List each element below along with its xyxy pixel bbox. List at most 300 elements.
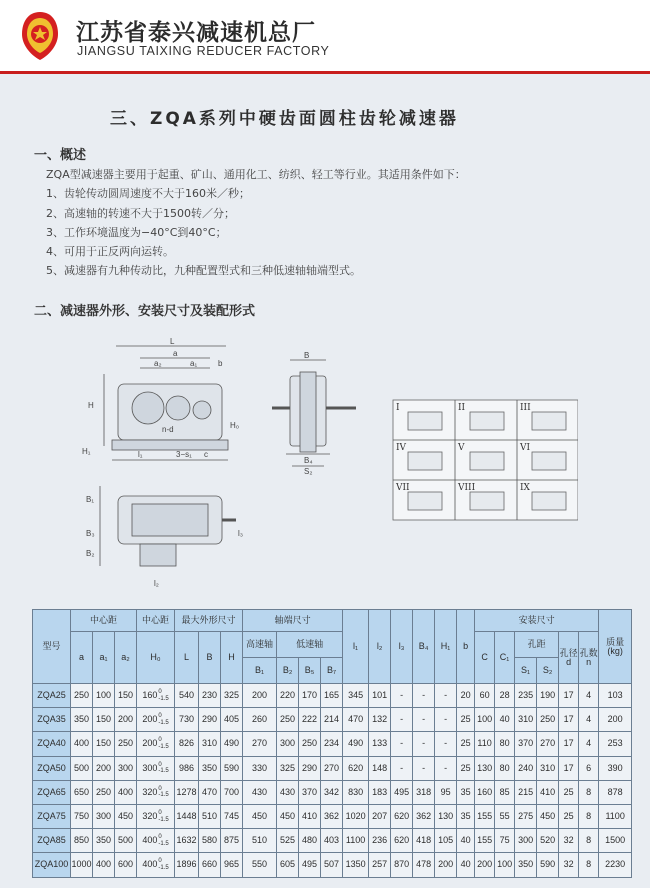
form-6-label: VI (520, 443, 531, 453)
cell-value: 17 (563, 714, 574, 725)
cell-value: 1448 (176, 811, 197, 822)
table-cell (435, 804, 457, 828)
cell-value: ZQA25 (37, 690, 66, 701)
cell-value: 40 (460, 859, 471, 870)
table-cell (71, 684, 93, 708)
cell-value: 300 (280, 738, 296, 749)
cell-value: 350 (518, 859, 534, 870)
table-cell (321, 853, 343, 877)
table-cell (137, 684, 175, 708)
table-cell (277, 853, 299, 877)
table-cell (243, 853, 277, 877)
table-cell (175, 853, 199, 877)
th-H: H (221, 632, 243, 684)
cell-value: 207 (372, 811, 388, 822)
label-c: c (204, 450, 208, 459)
dimensions-heading: 二、减速器外形、安装尺寸及装配形式 (34, 304, 256, 319)
table-cell (299, 853, 321, 877)
form-5-label: V (458, 443, 465, 453)
cell-value: 878 (607, 786, 623, 797)
cell-value: 6 (586, 762, 592, 773)
cell-value: 965 (224, 859, 240, 870)
cell-value: 480 (302, 835, 318, 846)
side-view-drawing (272, 351, 356, 476)
cell-value: 270 (540, 738, 556, 749)
cell-value: 130 (477, 762, 493, 773)
tolerance-upper: 0 (158, 858, 162, 865)
cell-value: 345 (348, 690, 364, 701)
table-cell (515, 829, 537, 853)
label-H0: H₀ (230, 421, 240, 430)
cell-value: 826 (179, 738, 195, 749)
cell-value: 28 (499, 690, 510, 701)
cell-value: 8 (586, 859, 592, 870)
cell-value: 300 (142, 762, 158, 773)
cell-value: 750 (73, 811, 90, 822)
cell-value: 1896 (176, 859, 197, 870)
table-cell (321, 708, 343, 732)
table-row (33, 708, 632, 732)
cell-value: 4 (586, 690, 592, 701)
table-cell (369, 708, 391, 732)
table-cell (515, 756, 537, 780)
cell-value: 745 (224, 811, 240, 822)
cell-value: 234 (324, 738, 340, 749)
th-B: B (199, 632, 221, 684)
table-cell (457, 756, 475, 780)
cell-value: 1000 (71, 859, 92, 870)
cell-value: 80 (499, 762, 510, 773)
table-cell (369, 780, 391, 804)
tolerance-note (158, 858, 168, 871)
cell-value: 25 (460, 762, 471, 773)
cell-value: 240 (518, 762, 534, 773)
th-center-height: 中心距 (137, 610, 175, 632)
table-cell (537, 708, 559, 732)
th-mass: 质量(kg) (599, 610, 632, 684)
table-cell (559, 708, 579, 732)
table-cell (413, 853, 435, 877)
cell-value: 400 (142, 859, 158, 870)
cell-value: 495 (394, 786, 410, 797)
table-cell (475, 780, 495, 804)
table-cell (369, 853, 391, 877)
cell-value: 1278 (176, 786, 197, 797)
cell-value: 85 (499, 786, 510, 797)
cell-value: 55 (499, 811, 510, 822)
cell-value: 490 (224, 738, 240, 749)
table-row (33, 829, 632, 853)
cell-value: 270 (324, 762, 340, 773)
cell-value: 100 (497, 859, 513, 870)
table-cell (199, 829, 221, 853)
model-cell (33, 804, 71, 828)
front-view-drawing (82, 337, 239, 460)
cell-value: 1020 (345, 811, 366, 822)
cell-value: 35 (460, 811, 471, 822)
th-a2: a₂ (115, 632, 137, 684)
cell-value: 290 (202, 714, 218, 725)
table-cell (559, 732, 579, 756)
cell-value: 230 (202, 690, 218, 701)
table-cell (391, 732, 413, 756)
cell-value: 35 (460, 786, 471, 797)
condition-4: 4、可用于正反两向运转。 (46, 245, 174, 258)
cell-value: 370 (518, 738, 534, 749)
table-cell (413, 780, 435, 804)
cell-value: 450 (118, 811, 134, 822)
cell-value: 310 (518, 714, 534, 725)
cell-value: 100 (95, 690, 112, 701)
th-l2: l₂ (369, 610, 391, 684)
table-cell (599, 853, 632, 877)
cell-value: 450 (280, 811, 296, 822)
table-cell (457, 684, 475, 708)
table-cell (93, 732, 115, 756)
table-cell (277, 804, 299, 828)
table-cell (559, 804, 579, 828)
cell-value: ZQA75 (37, 811, 66, 822)
table-cell (221, 708, 243, 732)
table-cell (175, 756, 199, 780)
cell-value: 590 (540, 859, 556, 870)
label-B2: B₂ (86, 549, 95, 558)
table-cell (221, 853, 243, 877)
table-cell (559, 780, 579, 804)
cell-value: 507 (324, 859, 340, 870)
table-cell (93, 684, 115, 708)
table-cell (413, 829, 435, 853)
table-cell (71, 780, 93, 804)
cell-value: 150 (118, 690, 134, 701)
cell-value: 550 (252, 859, 268, 870)
table-cell (559, 684, 579, 708)
table-cell (559, 756, 579, 780)
cell-value: 350 (73, 714, 90, 725)
table-cell (515, 708, 537, 732)
cell-value: 430 (280, 786, 296, 797)
cell-value: 410 (540, 786, 556, 797)
label-l1: l₁ (138, 450, 143, 459)
cell-value: 25 (460, 738, 471, 749)
label-B-side: B (304, 351, 310, 360)
table-cell (495, 708, 515, 732)
table-cell (243, 829, 277, 853)
factory-logo-icon (18, 10, 62, 62)
cell-value: 160 (142, 689, 158, 700)
tolerance-lower: -1.5 (158, 695, 169, 702)
th-C: C (475, 632, 495, 684)
cell-value: 400 (142, 835, 158, 846)
table-cell (435, 756, 457, 780)
table-cell (537, 756, 559, 780)
tolerance-upper: 0 (158, 785, 162, 792)
cell-value: 8 (586, 835, 592, 846)
model-cell (33, 756, 71, 780)
th-install: 安装尺寸 (475, 610, 599, 632)
table-cell (391, 756, 413, 780)
cell-value: 320 (142, 810, 158, 821)
table-cell (71, 804, 93, 828)
label-nd: n-d (162, 425, 174, 434)
cell-value: 300 (118, 762, 134, 773)
model-cell (33, 829, 71, 853)
cell-value: 183 (372, 786, 388, 797)
cell-value: 410 (302, 811, 318, 822)
table-cell (115, 829, 137, 853)
form-7-label: VII (396, 483, 410, 493)
tolerance-upper: 0 (158, 761, 162, 768)
cell-value: 103 (607, 690, 623, 701)
tolerance-upper: 0 (158, 834, 162, 841)
table-cell (391, 684, 413, 708)
table-cell (299, 732, 321, 756)
cell-value: - (400, 714, 404, 725)
tolerance-upper: 0 (158, 713, 162, 720)
table-cell (495, 756, 515, 780)
table-cell (277, 708, 299, 732)
th-S2: S₂ (537, 658, 559, 684)
table-cell (369, 756, 391, 780)
th-max-outline: 最大外形尺寸 (175, 610, 243, 632)
table-cell (93, 853, 115, 877)
cell-value: 200 (438, 859, 454, 870)
model-cell (33, 708, 71, 732)
th-H1: H₁ (435, 610, 457, 684)
label-L: L (170, 337, 175, 346)
cell-value: 214 (324, 714, 340, 725)
cell-value: - (400, 690, 404, 701)
table-cell (115, 804, 137, 828)
cell-value: 40 (499, 714, 510, 725)
table-cell (599, 804, 632, 828)
form-8-label: VIII (458, 483, 476, 493)
table-cell (599, 829, 632, 853)
label-l2: l₂ (154, 579, 159, 588)
table-cell (71, 853, 93, 877)
model-cell (33, 684, 71, 708)
table-cell (137, 732, 175, 756)
overview-intro: ZQA型减速器主要用于起重、矿山、通用化工、纺织、轻工等行业。其适用条件如下： (46, 168, 466, 181)
cell-value: 325 (280, 762, 296, 773)
table-cell (243, 756, 277, 780)
table-cell (115, 684, 137, 708)
label-H: H (88, 401, 94, 410)
cell-value: 350 (202, 762, 218, 773)
cell-value: 650 (73, 786, 90, 797)
table-cell (369, 732, 391, 756)
tolerance-upper: 0 (158, 737, 162, 744)
label-B4: B₄ (304, 456, 313, 465)
th-model: 型号 (33, 610, 71, 684)
table-row (33, 853, 632, 877)
cell-value: ZQA85 (37, 835, 66, 846)
table-cell (457, 829, 475, 853)
table-cell (175, 708, 199, 732)
table-cell (321, 829, 343, 853)
table-cell (495, 804, 515, 828)
cell-value: 250 (540, 714, 556, 725)
model-cell (33, 780, 71, 804)
tolerance-lower: -1.5 (158, 743, 169, 750)
reducer-technical-drawings (78, 336, 578, 608)
cell-value: 700 (224, 786, 240, 797)
cell-value: 105 (438, 835, 454, 846)
overview-heading: 一、概述 (34, 148, 87, 163)
table-cell (243, 780, 277, 804)
cell-value: 200 (95, 762, 112, 773)
table-cell (299, 684, 321, 708)
form-4-label: IV (396, 443, 407, 453)
cell-value: 430 (252, 786, 268, 797)
table-cell (343, 829, 369, 853)
cell-value: 1632 (176, 835, 197, 846)
cell-value: 540 (179, 690, 195, 701)
th-C1: C₁ (495, 632, 515, 684)
cell-value: 986 (179, 762, 195, 773)
cell-value: 32 (563, 835, 574, 846)
cell-value: - (400, 738, 404, 749)
cell-value: 495 (302, 859, 318, 870)
table-cell (343, 684, 369, 708)
cell-value: 100 (477, 714, 493, 725)
table-cell (343, 708, 369, 732)
th-high-speed: 高速轴 (243, 632, 277, 658)
cell-value: 32 (563, 859, 574, 870)
cell-value: 605 (280, 859, 296, 870)
table-cell (391, 829, 413, 853)
table-cell (115, 708, 137, 732)
cell-value: 400 (118, 786, 134, 797)
table-cell (221, 804, 243, 828)
table-cell (137, 756, 175, 780)
table-cell (537, 732, 559, 756)
cell-value: 510 (202, 811, 218, 822)
cell-value: - (444, 738, 448, 749)
table-cell (175, 780, 199, 804)
cell-value: 418 (416, 835, 432, 846)
th-a: a (71, 632, 93, 684)
label-a1: a₁ (190, 359, 198, 368)
assembly-forms-grid (393, 400, 578, 520)
cell-value: 405 (224, 714, 240, 725)
cell-value: 300 (518, 835, 534, 846)
label-a2: a₂ (154, 359, 162, 368)
table-cell (413, 684, 435, 708)
table-cell (243, 708, 277, 732)
table-cell (515, 780, 537, 804)
table-cell (343, 756, 369, 780)
cell-value: 8 (586, 786, 592, 797)
cell-value: 470 (348, 714, 364, 725)
table-cell (579, 732, 599, 756)
cell-value: 875 (224, 835, 240, 846)
cell-value: 830 (348, 786, 364, 797)
cell-value: 155 (477, 811, 493, 822)
cell-value: - (422, 714, 426, 725)
form-9-label: IX (520, 483, 530, 493)
label-B1: B₁ (86, 495, 95, 504)
label-b: b (218, 359, 223, 368)
th-b: b (457, 610, 475, 684)
cell-value: 310 (202, 738, 218, 749)
cell-value: 17 (563, 738, 574, 749)
label-B3: B₃ (86, 529, 95, 538)
table-cell (537, 684, 559, 708)
table-cell (137, 804, 175, 828)
company-name-cn: 江苏省泰兴减速机总厂 (76, 20, 316, 46)
table-cell (175, 732, 199, 756)
th-low-speed: 低速轴 (277, 632, 343, 658)
cell-value: 1100 (605, 811, 625, 822)
cell-value: ZQA50 (37, 762, 66, 773)
table-cell (115, 853, 137, 877)
table-cell (391, 804, 413, 828)
th-B5: B₅ (299, 658, 321, 684)
table-cell (457, 780, 475, 804)
th-a1: a₁ (93, 632, 115, 684)
cell-value: - (422, 762, 426, 773)
table-cell (299, 756, 321, 780)
cell-value: 490 (348, 738, 364, 749)
cell-value: 370 (302, 786, 318, 797)
cell-value: 4 (586, 738, 592, 749)
table-cell (457, 732, 475, 756)
table-cell (299, 708, 321, 732)
tolerance-note (158, 810, 168, 823)
table-cell (243, 684, 277, 708)
condition-1: 1、齿轮传动圆周速度不大于160米／秒； (46, 187, 250, 200)
cell-value: 600 (118, 859, 134, 870)
cell-value: 520 (540, 835, 556, 846)
th-B4: B₄ (413, 610, 435, 684)
cell-value: 325 (224, 690, 240, 701)
table-cell (475, 732, 495, 756)
table-cell (579, 756, 599, 780)
th-L: L (175, 632, 199, 684)
table-cell (137, 780, 175, 804)
table-cell (435, 732, 457, 756)
label-s1: 3−s₁ (176, 450, 192, 459)
cell-value: 165 (324, 690, 340, 701)
cell-value: 130 (438, 811, 454, 822)
cell-value: 235 (518, 690, 534, 701)
table-cell (413, 732, 435, 756)
table-row (33, 780, 632, 804)
cell-value: 101 (372, 690, 388, 701)
table-cell (579, 829, 599, 853)
cell-value: 150 (95, 738, 112, 749)
cell-value: 220 (280, 690, 296, 701)
table-cell (515, 732, 537, 756)
table-cell (93, 708, 115, 732)
table-cell (199, 708, 221, 732)
table-cell (221, 780, 243, 804)
th-H0: H₀ (137, 632, 175, 684)
cell-value: 150 (95, 714, 112, 725)
cell-value: 75 (499, 835, 510, 846)
table-cell (137, 829, 175, 853)
th-S1: S₁ (515, 658, 537, 684)
cell-value: 200 (607, 714, 623, 725)
spec-table (32, 609, 632, 878)
table-cell (475, 684, 495, 708)
table-cell (137, 708, 175, 732)
table-cell (321, 732, 343, 756)
cell-value: 270 (252, 738, 268, 749)
cell-value: 250 (73, 690, 90, 701)
table-cell (93, 780, 115, 804)
